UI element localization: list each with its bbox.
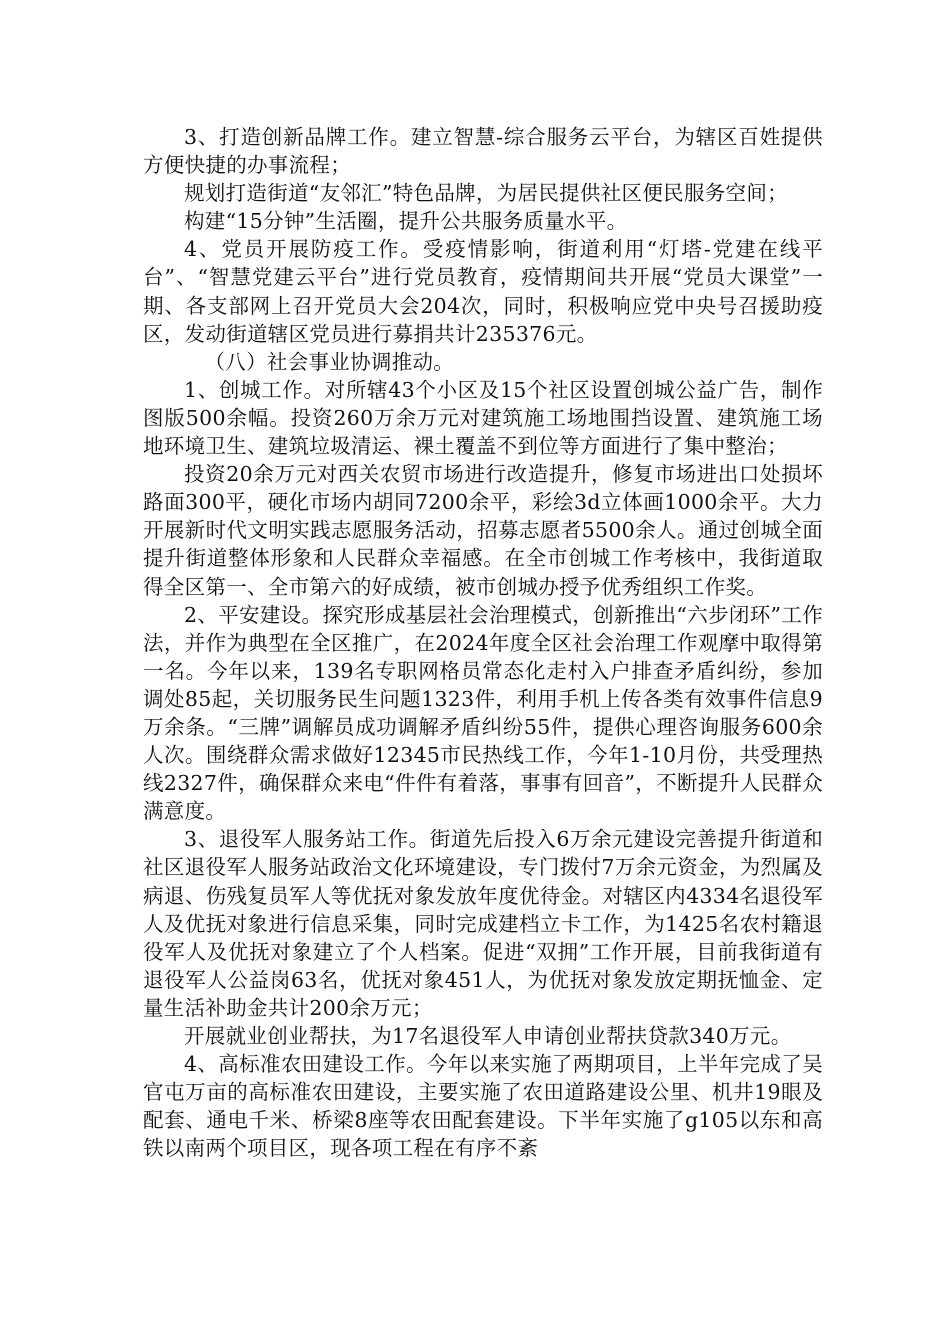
- paragraph-safety-construction: 2、平安建设。探究形成基层社会治理模式，创新推出“六步闭环”工作法，并作为典型在全区推广，在2024年度全区社会治理工作观摩中取得第一名。今年以来，139名专职网格员常态化走村入户排查矛盾纠纷，参加调处85起，关切服务民生问题1323件，利用手机上传各类有效事件信息9万余条。“三牌”调解员成功调解矛盾纠纷55件，提供心理咨询服务600余人次。围绕群众需求做好12345市民热线工作，今年1-10月份，共受理热线2327件，确保群众来电“件件有着落，事事有回音”，不断提升人民群众满意度。: [143, 602, 823, 824]
- paragraph-15min-circle: 构建“15分钟”生活圈，提升公共服务质量水平。: [184, 209, 628, 234]
- paragraph-brand-work: 3、打造创新品牌工作。建立智慧-综合服务云平台，为辖区百姓提供方便快捷的办事流程；: [143, 125, 823, 178]
- paragraph-veterans-service: 3、退役军人服务站工作。街道先后投入6万余元建设完善提升街道和社区退役军人服务站政治文化环境建设，专门拨付7万余元资金，为烈属及病退、伤残复员军人等优抚对象发放年度优待金。对辖区内4334名退役军人及优抚对象进行信息采集，同时完成建档立卡工作，为1425名农村籍退役军人及优抚对象建立了个人档案。促进“双拥”工作开展，目前我街道有退役军人公益岗63名，优抚对象451人，为优抚对象发放定期抚恤金、定量生活补助金共计200余万元；: [143, 827, 823, 1020]
- paragraph-civilized-city: 1、创城工作。对所辖43个小区及15个社区设置创城公益广告，制作图版500余幅。投资260万余万元对建筑施工场地围挡设置、建筑施工场地环境卫生、建筑垃圾清运、裸土覆盖不到位等方面进行了集中整治；: [143, 377, 823, 459]
- paragraph-farmland-construction: 4、高标准农田建设工作。今年以来实施了两期项目，上半年完成了吴官屯万亩的高标准农田建设，主要实施了农田道路建设公里、机井19眼及配套、通电千米、桥梁8座等农田配套建设。下半年实施了g105以东和高铁以南两个项目区，现各项工程在有序不紊: [143, 1052, 823, 1161]
- paragraph-neighbor-brand: 规划打造街道“友邻汇”特色品牌，为居民提供社区便民服务空间；: [184, 181, 788, 206]
- paragraph-epidemic-work: 4、党员开展防疫工作。受疫情影响，街道利用“灯塔-党建在线平台”、“智慧党建云平台”进行党员教育，疫情期间共开展“党员大课堂”一期、各支部网上召开党员大会204次，同时，积极响应党中央号召援助疫区，发动街道辖区党员进行募捐共计235376元。: [143, 237, 823, 346]
- paragraph-employment-support: 开展就业创业帮扶，为17名退役军人申请创业帮扶贷款340万元。: [184, 1024, 792, 1048]
- section-heading-social-affairs: （八）社会事业协调推动。: [204, 349, 455, 374]
- document-body: [143, 123, 823, 1162]
- paragraph-market-upgrade: 投资20余万元对西关农贸市场进行改造提升，修复市场进出口处损坏路面300平，硬化市场内胡同7200余平，彩绘3d立体画1000余平。大力开展新时代文明实践志愿服务活动，招募志愿者5500余人。通过创城全面提升街道整体形象和人民群众幸福感。在全市创城工作考核中，我街道取得全区第一、全市第六的好成绩，被市创城办授予优秀组织工作奖。: [143, 462, 823, 599]
